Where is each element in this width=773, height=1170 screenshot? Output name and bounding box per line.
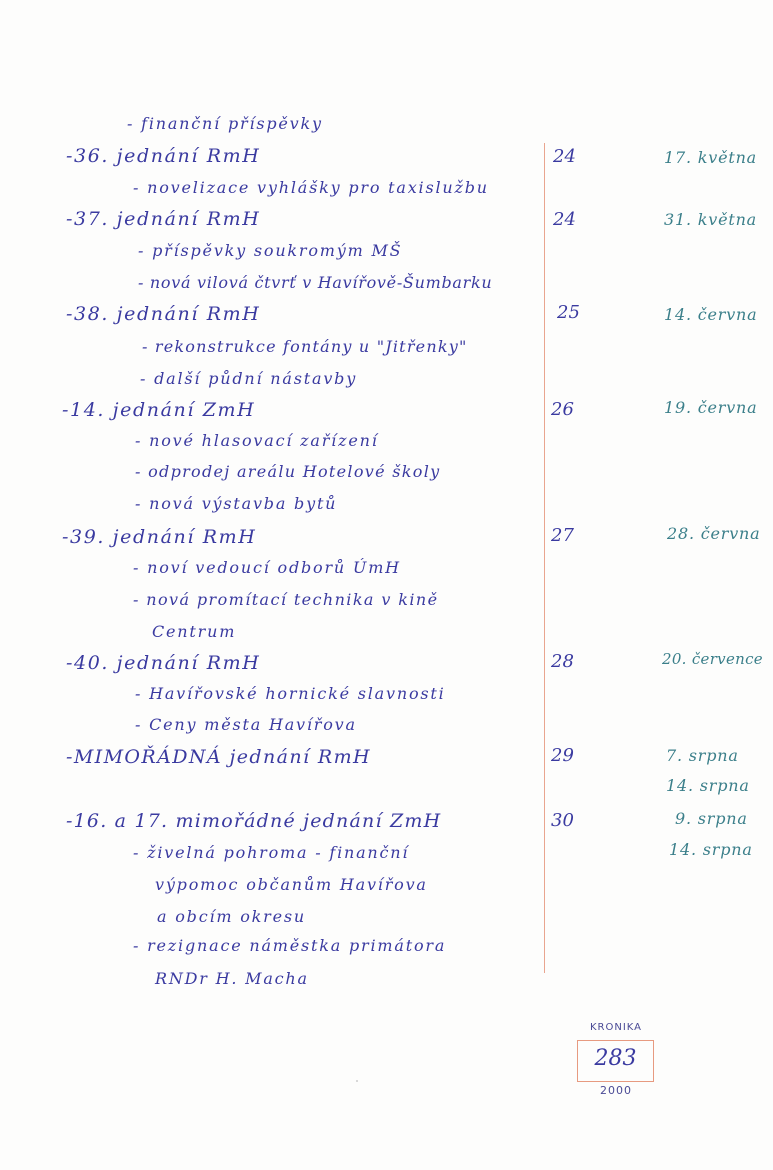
meeting-heading: -MIMOŘÁDNÁ jednání RmH [66, 746, 371, 768]
page-number: 25 [557, 302, 580, 323]
meeting-heading: -36. jednání RmH [66, 145, 261, 167]
entry-line: Centrum [152, 622, 237, 641]
meeting-heading: -40. jednání RmH [66, 652, 261, 674]
page-number: 30 [551, 810, 574, 831]
entry-line: - rekonstrukce fontány u "Jitřenky" [142, 337, 468, 356]
entry-line: - další půdní nástavby [140, 369, 358, 388]
entry-line: - nová výstavba bytů [135, 494, 338, 513]
entry-line: - noví vedoucí odborů ÚmH [133, 558, 401, 577]
margin-line [544, 143, 545, 973]
entry-line: - finanční příspěvky [127, 114, 323, 133]
entry-line: - nová vilová čtvrť v Havířově-Šumbarku [138, 273, 493, 292]
entry-line: - Ceny města Havířova [135, 715, 357, 734]
page-number: 29 [551, 745, 574, 766]
entry-line: - odprodej areálu Hotelové školy [135, 462, 441, 481]
meeting-heading: -38. jednání RmH [66, 303, 261, 325]
page-number: 27 [551, 525, 574, 546]
meeting-date: 9. srpna [675, 809, 748, 828]
meeting-date: 31. května [664, 210, 758, 229]
meeting-date: 14. června [664, 305, 758, 324]
page-number: 28 [551, 651, 574, 672]
entry-line: a obcím okresu [157, 907, 306, 926]
meeting-heading: -14. jednání ZmH [62, 399, 256, 421]
meeting-date: 17. května [664, 148, 758, 167]
meeting-date: 19. června [664, 398, 758, 417]
meeting-date: 7. srpna [666, 746, 739, 765]
chronicle-stamp-label: KRONIKA [589, 1022, 643, 1033]
entry-line: - rezignace náměstka primátora [133, 936, 447, 955]
meeting-heading: -37. jednání RmH [66, 208, 261, 230]
page-number: 24 [553, 209, 576, 230]
page-number: 26 [551, 399, 574, 420]
chronicle-year: 2000 [600, 1084, 632, 1097]
meeting-date: 28. června [667, 524, 761, 543]
meeting-date: 14. srpna [666, 776, 750, 795]
chronicle-page-number: 283 [594, 1046, 637, 1071]
entry-line: - nová promítací technika v kině [133, 590, 439, 609]
entry-line: - nové hlasovací zařízení [135, 431, 379, 450]
meeting-heading: -39. jednání RmH [62, 526, 257, 548]
page-number: 24 [553, 146, 576, 167]
entry-line: - živelná pohroma - finanční [133, 843, 410, 862]
meeting-date: 20. července [662, 650, 763, 668]
entry-line: RNDr H. Macha [155, 969, 309, 988]
entry-line: - novelizace vyhlášky pro taxislužbu [133, 178, 489, 197]
entry-line: výpomoc občanům Havířova [155, 875, 428, 894]
paper-speck [356, 1080, 358, 1082]
entry-line: - příspěvky soukromým MŠ [138, 241, 403, 260]
entry-line: - Havířovské hornické slavnosti [135, 684, 446, 703]
meeting-heading: -16. a 17. mimořádné jednání ZmH [66, 810, 442, 832]
meeting-date: 14. srpna [669, 840, 753, 859]
